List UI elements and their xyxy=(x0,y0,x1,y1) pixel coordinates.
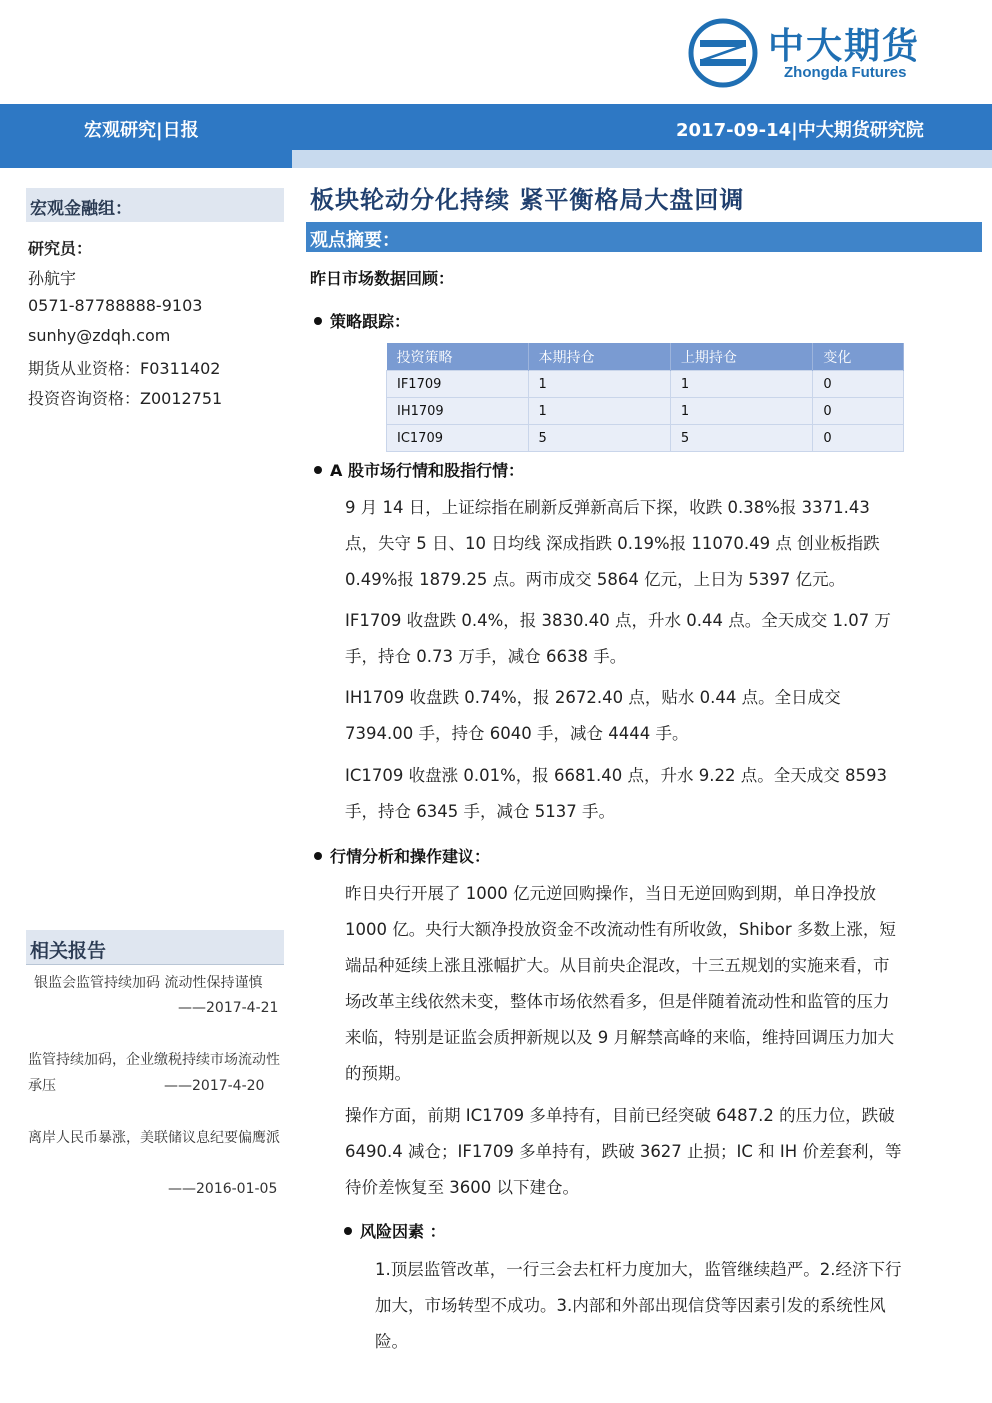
risk-heading xyxy=(344,1219,446,1242)
related-report-title[interactable]: 离岸人民币暴涨，美联储议息纪要偏鹰派 xyxy=(28,1130,280,1146)
bullet-icon xyxy=(314,466,322,474)
market-paragraph: IH1709 收盘跌 0.74%，报 2672.40 点，贴水 0.44 点。全日成交 7394.00 手，持仓 6040 手，减仓 4444 手。 xyxy=(345,688,841,743)
table-row xyxy=(387,371,904,398)
strategy-table xyxy=(386,343,904,452)
table-cell: 0 xyxy=(813,425,904,452)
risk-title: 风险因素 ： xyxy=(360,1222,446,1241)
table-cell: IC1709 xyxy=(387,425,529,452)
market-title: A 股市场行情和股指行情： xyxy=(330,461,524,480)
researcher-name: 孙航宇 xyxy=(28,269,77,288)
analysis-paragraph: 昨日央行开展了 1000 亿元逆回购操作，当日无逆回购到期，单日净投放 1000 亿。央行大额净投放资金不改流动性有所收敛，Shibor 多数上涨，短端品种延续上涨且涨幅扩大。从目前央企混改，十三五规划的实施来看，市场改革主线依然未变，整体市场依然看多，但是伴随着流动性和监管的压力来临，特别是证监会质押新规以及 9 月解禁高峰的来临，维持回调压力加大的预期。 xyxy=(345,884,896,1083)
market-heading xyxy=(314,458,524,481)
summary-bar xyxy=(306,222,982,252)
analysis-paragraph: 操作方面，前期 IC1709 多单持有，目前已经突破 6487.2 的压力位，跌破 6490.4 减仓；IF1709 多单持有，跌破 3627 止损；IC 和 IH 价差套利，等待价差恢复至 3600 以下建仓。 xyxy=(345,1106,902,1197)
table-cell: 1 xyxy=(670,398,812,425)
table-cell: IF1709 xyxy=(387,371,529,398)
table-header: 上期持仓 xyxy=(670,343,812,371)
related-reports-title: 相关报告 xyxy=(30,940,107,962)
review-title: 昨日市场数据回顾： xyxy=(310,269,455,288)
strategy-heading xyxy=(314,309,410,332)
divider xyxy=(26,964,284,965)
bullet-icon xyxy=(314,317,322,325)
futures-certificate: 期货从业资格：F0311402 xyxy=(28,359,221,378)
researcher-phone: 0571-87788888-9103 xyxy=(28,296,203,315)
table-cell: 0 xyxy=(813,371,904,398)
related-report-date: ——2017-4-21 xyxy=(178,1000,279,1016)
summary-bar-label: 观点摘要： xyxy=(310,230,400,251)
table-header: 投资策略 xyxy=(387,343,529,371)
market-paragraph: IC1709 收盘涨 0.01%，报 6681.40 点，升水 9.22 点。全天成交 8593 手，持仓 6345 手，减仓 5137 手。 xyxy=(345,766,887,821)
group-title: 宏观金融组： xyxy=(30,199,132,219)
report-title: 板块轮动分化持续 紧平衡格局大盘回调 xyxy=(310,185,745,214)
table-row xyxy=(387,425,904,452)
table-cell: IH1709 xyxy=(387,398,529,425)
zhongda-logo-icon xyxy=(688,18,758,88)
market-paragraph: 9 月 14 日，上证综指在刷新反弹新高后下探，收跌 0.38%报 3371.43 点，失守 5 日、10 日均线 深成指跌 0.19%报 11070.49 点 创业板指跌 0.49%报 1879.25 点。两市成交 5864 亿元，上日为 5397 亿元。 xyxy=(345,498,880,589)
table-header: 本期持仓 xyxy=(528,343,670,371)
related-report-title[interactable]: 监管持续加码，企业缴税持续市场流动性承压 xyxy=(28,1052,280,1094)
logo-english: Zhongda Futures xyxy=(784,64,907,81)
related-report-date: ——2017-4-20 xyxy=(164,1078,265,1094)
risk-paragraph: 1.顶层监管改革，一行三会去杠杆力度加大，监管继续趋严。2.经济下行加大，市场转型不成功。3.内部和外部出现信贷等因素引发的系统性风险。 xyxy=(375,1260,902,1351)
consult-certificate: 投资咨询资格：Z0012751 xyxy=(28,389,223,408)
bullet-icon xyxy=(344,1227,352,1235)
table-cell: 5 xyxy=(528,425,670,452)
analysis-title: 行情分析和操作建议： xyxy=(330,847,491,866)
table-cell: 1 xyxy=(528,398,670,425)
logo-chinese: 中大期货 xyxy=(768,26,921,67)
table-header-row xyxy=(387,343,904,371)
table-cell: 0 xyxy=(813,398,904,425)
table-row xyxy=(387,398,904,425)
related-report-date: ——2016-01-05 xyxy=(168,1181,278,1197)
report-category: 宏观研究|日报 xyxy=(84,120,199,141)
table-header: 变化 xyxy=(813,343,904,371)
table-cell: 1 xyxy=(670,371,812,398)
analysis-heading xyxy=(314,844,490,867)
strategy-title: 策略跟踪： xyxy=(330,312,411,331)
researcher-email[interactable]: sunhy@zdqh.com xyxy=(28,326,171,345)
researcher-label: 研究员： xyxy=(28,239,93,258)
market-paragraph: IF1709 收盘跌 0.4%，报 3830.40 点，升水 0.44 点。全天成交 1.07 万手，持仓 0.73 万手，减仓 6638 手。 xyxy=(345,611,891,666)
bullet-icon xyxy=(314,852,322,860)
related-report-title[interactable]: 银监会监管持续加码 流动性保持谨慎 xyxy=(34,975,263,991)
table-cell: 1 xyxy=(528,371,670,398)
report-date-institute: 2017-09-14|中大期货研究院 xyxy=(676,120,924,141)
table-cell: 5 xyxy=(670,425,812,452)
